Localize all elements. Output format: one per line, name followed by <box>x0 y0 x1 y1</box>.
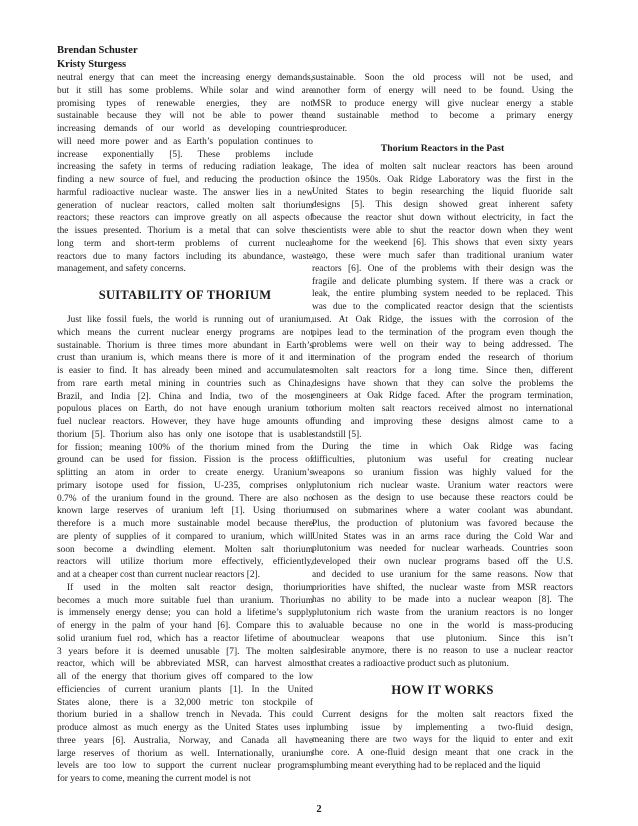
text-line: 0.7% of the uranium found in the ground. There are also no <box>57 493 313 504</box>
text-line: harmful radioactive nuclear waste. The answer lies in a new <box>57 187 313 198</box>
paragraph <box>57 72 313 276</box>
section-heading: HOW IT WORKS <box>391 682 494 697</box>
text-line: has no ability to be made into a nuclear weapon [8]. The <box>312 595 573 606</box>
text-line: 3 years before it is deemed unusable [7]. The molten salt <box>57 646 313 657</box>
author-name: Kristy Sturgess <box>57 59 127 70</box>
left-column <box>57 72 313 786</box>
text-line: three years [6]. Australia, Norway, and Canada all have <box>57 735 313 746</box>
text-line: for years to come, meaning the current model is not <box>57 774 251 784</box>
text-line: since the 1950s. Oak Ridge Laboratory was the first in the <box>312 174 573 185</box>
text-line: finding a new source of fuel, and reducing the production of <box>57 175 313 185</box>
text-line: therefore is a much more sustainable model because there <box>57 519 313 529</box>
text-line: funding and improving these designs almost came to a <box>312 416 573 427</box>
text-line: used. At Oak Ridge, the issues with the corrosion of the <box>312 314 573 325</box>
text-line: are plenty of supplies of it compared to uranium, which will <box>57 531 313 542</box>
text-line: engineers at Oak Ridge faced. After the program termination, <box>312 391 573 402</box>
text-line: increasing demands of our world as developing countries <box>57 124 313 134</box>
text-line: developed their own nuclear programs based off the U.S. <box>312 557 573 567</box>
text-line: but it still has some problems. While solar and wind are <box>57 85 313 96</box>
text-line: ground can be used for fission. Fission is the process of <box>57 455 313 466</box>
text-line: will need more power and as Earth’s population continues to <box>57 136 313 147</box>
text-line: becomes a much more suitable fuel than uranium. Thorium <box>57 595 313 606</box>
text-line: for fission; meaning 100% of the thorium mined from the <box>57 442 313 453</box>
text-line: valuable because no one in the world is mass-producing <box>312 620 573 631</box>
text-line: fuel nuclear reactors. However, they have huge amounts of <box>57 417 313 427</box>
text-line: of energy in the palm of your hand [6]. Compare this to a <box>57 621 313 631</box>
text-line: thorium buried in a shallow trench in Nevada. This could <box>57 710 313 721</box>
text-line: United States was in an arms race during the Cold War and <box>312 531 573 542</box>
section-heading: SUITABILITY OF THORIUM <box>98 288 272 302</box>
text-line: because the reactor shut down without electricity, in fact the <box>312 212 573 223</box>
text-line: designs have shown that they can solve the problems the <box>312 378 573 389</box>
text-line: used on submarines where a water coolant was abundant. <box>312 506 573 516</box>
text-line: and decided to use uranium for the same reasons. Now that <box>312 569 573 580</box>
text-line: Plus, the production of plutonium was favored because the <box>312 518 573 529</box>
text-line: sustainable because they will not be able to power the <box>57 111 313 122</box>
text-line: reactor, which will be abbreviated MSR, can harvest almost <box>57 659 313 670</box>
paragraph <box>312 72 573 136</box>
text-line: solid uranium fuel rod, which has a reactor lifetime of about <box>57 633 313 644</box>
author-block <box>57 44 138 72</box>
text-line: nuclear weapons that use plutonium. Since this isn’t <box>312 633 573 644</box>
text-line: reactors will utilize thorium more effectively, efficiently, <box>57 557 313 568</box>
text-line: is easier to find. It has already been mined and accumulates <box>57 366 313 376</box>
text-line: another form of energy will need to be found. Using the <box>312 85 573 96</box>
paragraph <box>57 314 313 582</box>
text-line: scientists were able to shut the reactor down when they went <box>312 225 573 236</box>
text-line: plutonium rich waste from the uranium reactors is no longer <box>312 608 573 618</box>
text-line: efficiencies of current uranium plants [1]. In the United <box>57 684 313 695</box>
text-line: If used in the molten salt reactor design, thorium <box>67 582 313 593</box>
text-line: difficulties, plutonium was useful for creating nuclear <box>312 455 573 465</box>
text-line: crust than uranium is, which means there is more of it and it <box>57 353 313 364</box>
text-line: long term and short-term problems of current nuclear <box>57 238 313 249</box>
text-line: Brazil, and India [2]. China and India, two of the most <box>57 391 313 402</box>
paragraph <box>312 709 573 773</box>
text-line: MSR to produce energy will give nuclear energy a stable <box>312 98 573 109</box>
text-line: termination of the program ended the research of thorium <box>312 353 573 363</box>
text-line: Just like fossil fuels, the world is running out of uranium, <box>67 315 313 325</box>
text-line: produce almost as much energy as the United States uses in <box>57 723 313 733</box>
text-line: molten salt reactors for a long time. Since then, different <box>312 365 573 376</box>
text-line: sustainable. Soon the old process will not be used, and <box>312 73 573 83</box>
text-line: pipes lead to the termination of the program even though the <box>312 327 573 338</box>
paragraph <box>57 582 313 786</box>
text-line: sustainable. Thorium is three times more abundant in Earth’s <box>57 340 313 351</box>
text-line: problems were well on their way to being addressed. The <box>312 340 573 351</box>
text-line: reactors; these reactors can improve greatly on all aspects of <box>57 213 313 224</box>
text-line: that creates a radioactive product such as plutonium. <box>312 659 509 669</box>
text-line: reactors due to many factors including its abundance, waste <box>57 251 313 262</box>
text-line: meaning there are two ways for the liquid to enter and exit <box>312 735 573 746</box>
text-line: thorium molten salt reactors received almost no international <box>312 404 573 414</box>
text-line: which means the current nuclear energy programs are not <box>57 327 313 338</box>
right-column <box>312 72 573 773</box>
text-line: was due to the complicated reactor design that the scientists <box>312 302 573 312</box>
text-line: from rare earth metal mining in countries such as China, <box>57 378 313 389</box>
text-line: soon become a dwindling element. Molten salt thorium <box>57 544 313 555</box>
text-line: management, and safety concerns. <box>57 264 186 275</box>
text-line: the issues presented. Thorium is a metal that can solve the <box>57 226 313 236</box>
text-line: generation of nuclear reactors, called molten salt thorium <box>57 200 313 211</box>
text-line: levels are too low to support the current nuclear programs <box>57 761 313 772</box>
text-line: desirable anymore, there is no reason to use a nuclear reactor <box>312 646 573 657</box>
text-line: weapons so uranium fission was highly valued for the <box>312 467 573 478</box>
text-line: leak, the entire plumbing system needed to be replaced. This <box>312 289 573 300</box>
paragraph <box>312 161 573 442</box>
text-line: neutral energy that can meet the increasing energy demands, <box>57 73 313 83</box>
text-line: The idea of molten salt nuclear reactors has been around <box>322 161 573 172</box>
text-line: promising types of renewable energies, they are not <box>57 98 313 109</box>
text-line: During the time in which Oak Ridge was facing <box>322 442 573 453</box>
text-line: plumbing meant everything had to be replaced and the liquid <box>312 760 541 771</box>
text-line: splitting an atom in order to create energy. Uranium’s <box>57 468 313 478</box>
text-line: fragile and delicate plumbing system. If there was a crack or <box>312 276 573 287</box>
text-line: Current designs for the molten salt reactors fixed the <box>322 709 573 720</box>
text-line: standstill [5]. <box>312 429 362 440</box>
text-line: thorium [5]. Thorium also has only one isotope that is usable <box>57 429 313 440</box>
author-name: Brendan Schuster <box>57 45 138 56</box>
subsection-heading: Thorium Reactors in the Past <box>380 142 505 154</box>
text-line: plutonium rich nuclear waste. Uranium water reactors were <box>312 480 573 491</box>
text-line: designs [5]. This design showed great inherent safety <box>312 200 573 210</box>
text-line: States alone, there is a 32,000 metric ton stockpile of <box>57 697 313 708</box>
text-line: increasing the safety in terms of reducing radiation leakage, <box>57 162 313 173</box>
text-line: increase exponentially [5]. These problems include <box>57 149 313 160</box>
text-line: populous places on Earth, do not have enough uranium to <box>57 404 313 415</box>
text-line: known large reserves of uranium left [1]. Using thorium <box>57 506 313 517</box>
text-line: and sustainable method to become a primary energy <box>312 111 573 122</box>
page-number: 2 <box>316 804 322 815</box>
text-line: home for the weekend [6]. This shows that even sixty years <box>312 238 573 249</box>
text-line: and at a cheaper cost than current nuclear reactors [2]. <box>57 570 261 580</box>
text-line: is immensely energy dense; you can hold a lifetime’s supply <box>57 608 313 619</box>
text-line: large reserves of thorium as well. Internationally, uranium <box>57 748 313 759</box>
text-line: reactors [6]. One of the problems with their design was the <box>312 263 573 274</box>
text-line: plumbing issue by implementing a two-fluid design, <box>312 722 573 733</box>
text-line: priorities have shifted, the nuclear waste from MSR reactors <box>312 582 573 593</box>
paragraph <box>312 441 573 671</box>
text-line: United States to begin researching the liquid fluoride salt <box>312 187 573 198</box>
text-line: all of the energy that thorium gives off compared to the low <box>57 672 313 682</box>
text-line: plutonium was needed for nuclear warheads. Countries soon <box>312 544 573 555</box>
text-line: chosen as the design to use because these reactors could be <box>312 493 573 504</box>
text-line: producer. <box>312 124 348 134</box>
text-line: the core. A one-fluid design meant that one crack in the <box>312 748 573 758</box>
text-line: primary isotope used for fission, U-235, comprises only <box>57 480 313 491</box>
text-line: ago, these were much safer than traditional uranium water <box>312 251 573 261</box>
